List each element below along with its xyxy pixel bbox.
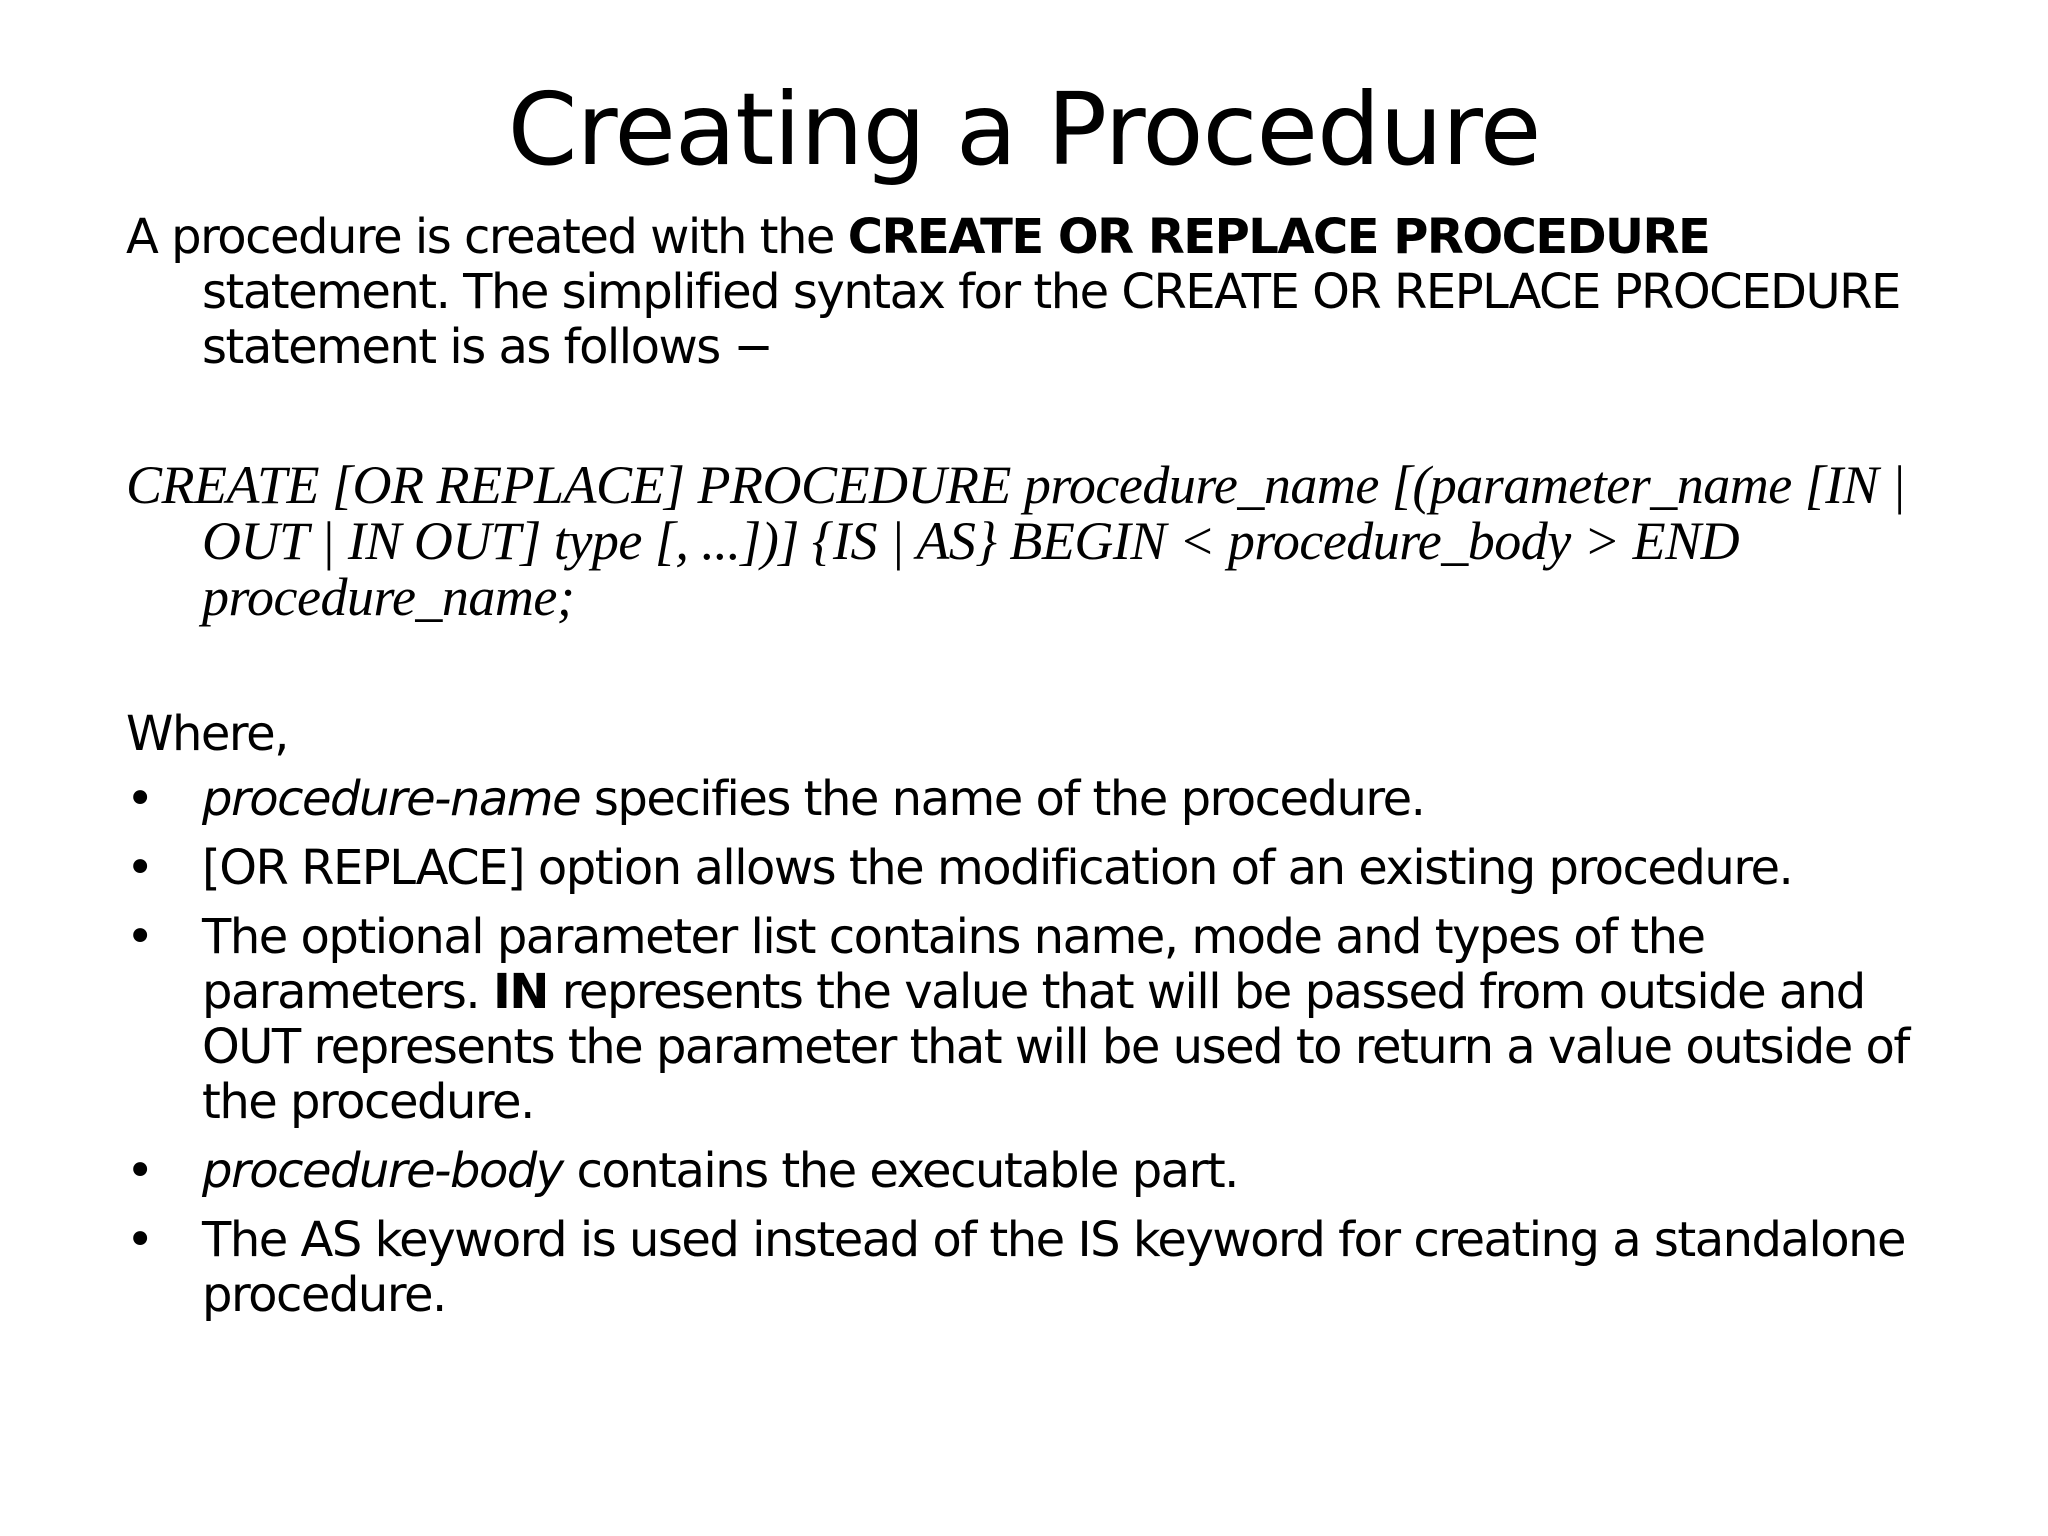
- list-item-text: The optional parameter list contains name, mode and types of the parameters.: [202, 909, 1705, 1020]
- list-item-text: The AS keyword is used instead of the IS keyword for creating a standalone procedure.: [202, 1212, 1906, 1323]
- list-item: [126, 1213, 1956, 1323]
- bullet-icon: •: [126, 909, 153, 965]
- term-in: IN: [492, 964, 548, 1020]
- slide-title: Creating a Procedure: [507, 71, 1541, 188]
- slide-body: [126, 210, 1956, 1337]
- list-item: [126, 910, 1956, 1130]
- intro-paragraph: [126, 210, 1956, 375]
- intro-bold-keyword: CREATE OR REPLACE PROCEDURE: [847, 209, 1710, 265]
- list-item: [126, 841, 1956, 896]
- bullet-icon: •: [126, 771, 153, 827]
- list-item-text: specifies the name of the procedure.: [580, 771, 1425, 827]
- list-item: [126, 1144, 1956, 1199]
- bullet-icon: •: [126, 840, 153, 896]
- list-item-text: represents the value that will be passed from outside and OUT represents the parameter that will be used to return a value outside of the procedure.: [202, 964, 1909, 1130]
- bullet-icon: •: [126, 1143, 153, 1199]
- term-procedure-body: procedure-body: [202, 1143, 563, 1199]
- syntax-block: CREATE [OR REPLACE] PROCEDURE procedure_name [(parameter_name [IN | OUT | IN OUT] type [, ...])] {IS | AS} BEGIN < procedure_body > END procedure_name;: [126, 455, 1906, 627]
- definition-list: [126, 772, 1956, 1323]
- list-item: [126, 772, 1956, 827]
- list-item-text: contains the executable part.: [562, 1143, 1238, 1199]
- intro-text-before: A procedure is created with the: [126, 209, 848, 265]
- where-label: Where,: [126, 706, 288, 762]
- intro-text-after: statement. The simplified syntax for the CREATE OR REPLACE PROCEDURE statement is as follows −: [202, 264, 1900, 375]
- bullet-icon: •: [126, 1212, 153, 1268]
- list-item-text: [OR REPLACE] option allows the modification of an existing procedure.: [202, 840, 1793, 896]
- term-procedure-name: procedure-name: [202, 771, 581, 827]
